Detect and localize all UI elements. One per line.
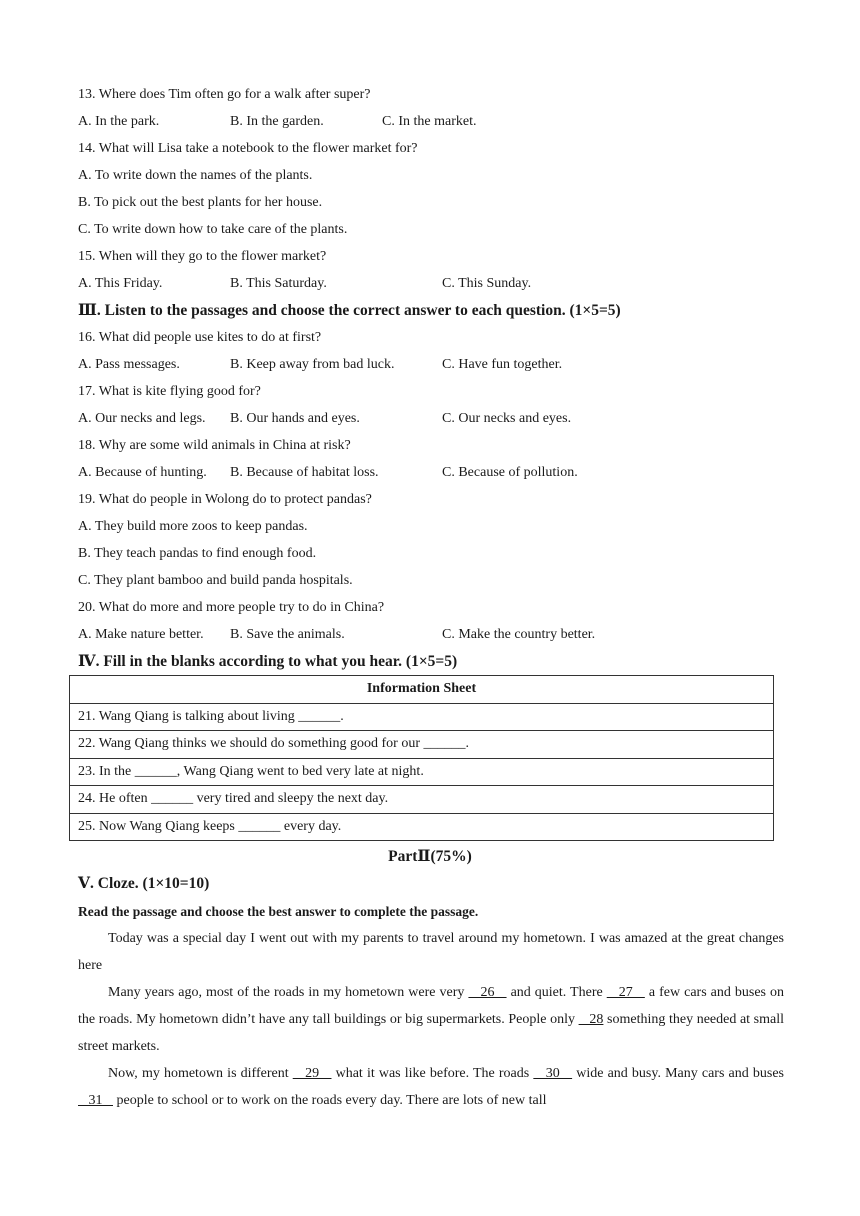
q18-option-a: A. Because of hunting. [78,465,207,480]
q18-option-c: C. Because of pollution. [442,465,578,480]
passage-text: people to school or to work on the roads every day. There are lots of new tall [113,1093,547,1108]
q16-option-c: C. Have fun together. [442,357,563,372]
blank-26: 26 [468,985,507,1000]
table-row: 22. Wang Qiang thinks we should do something good for our ______. [70,731,774,759]
q14-option-b: B. To pick out the best plants for her house. [78,195,323,210]
q15-option-b: B. This Saturday. [230,276,327,291]
q20-option-b: B. Save the animals. [230,627,345,642]
question-20: 20. What do more and more people try to do in China? [78,600,385,615]
passage-paragraph-3 [78,1060,784,1114]
question-19: 19. What do people in Wolong do to protect pandas? [78,492,372,507]
question-13: 13. Where does Tim often go for a walk after super? [78,87,371,102]
q15-option-a: A. This Friday. [78,276,163,291]
section-5-heading: Ⅴ. Cloze. (1×10=10) [78,875,210,892]
q16-option-b: B. Keep away from bad luck. [230,357,395,372]
section-5-instruction: Read the passage and choose the best answer to complete the passage. [78,904,479,919]
passage-text: Many years ago, most of the roads in my hometown were very [108,985,469,1000]
q19-option-a: A. They build more zoos to keep pandas. [78,519,308,534]
passage-text: and quiet. There [506,985,607,1000]
passage-text: what it was like before. The roads [331,1066,534,1081]
question-15: 15. When will they go to the flower market? [78,249,327,264]
q16-option-a: A. Pass messages. [78,357,180,372]
passage-text: a few cars and buses on the roads. My hometown didn’t have any tall buildings or big supermarkets. People only [78,985,785,1027]
passage-paragraph-2 [78,979,784,1060]
passage-text: wide and busy. Many cars and buses [572,1066,784,1081]
q18-option-b: B. Because of habitat loss. [230,465,379,480]
question-14: 14. What will Lisa take a notebook to the flower market for? [78,141,418,156]
question-18: 18. Why are some wild animals in China at risk? [78,438,351,453]
q14-option-c: C. To write down how to take care of the plants. [78,222,348,237]
blank-31: 31 [78,1093,113,1108]
q20-option-c: C. Make the country better. [442,627,596,642]
q17-option-a: A. Our necks and legs. [78,411,206,426]
information-sheet-table [69,675,774,841]
passage-text: something they needed at small street markets. [78,1012,784,1054]
information-sheet-header: Information Sheet [70,676,774,704]
table-row: 24. He often ______ very tired and sleepy the next day. [70,786,774,814]
part-2-title: PartⅡ(75%) [388,848,472,865]
blank-27: 27 [606,985,645,1000]
question-16: 16. What did people use kites to do at first? [78,330,322,345]
section-3-heading: Ⅲ. Listen to the passages and choose the correct answer to each question. (1×5=5) [78,302,621,319]
table-row: 25. Now Wang Qiang keeps ______ every day. [70,813,774,841]
passage-paragraph-1: Today was a special day I went out with my parents to travel around my hometown. I was amazed at the great changes here [78,931,784,973]
blank-28: 28 [578,1012,604,1027]
passage-text: Now, my hometown is different [108,1066,293,1081]
q13-option-a: A. In the park. [78,114,160,129]
q13-option-c: C. In the market. [382,114,477,129]
q20-option-a: A. Make nature better. [78,627,204,642]
q19-option-c: C. They plant bamboo and build panda hospitals. [78,573,353,588]
q15-option-c: C. This Sunday. [442,276,532,291]
q17-option-c: C. Our necks and eyes. [442,411,572,426]
table-row: 23. In the ______, Wang Qiang went to bed very late at night. [70,758,774,786]
section-4-heading: Ⅳ. Fill in the blanks according to what you hear. (1×5=5) [78,653,458,670]
q19-option-b: B. They teach pandas to find enough food. [78,546,317,561]
question-17: 17. What is kite flying good for? [78,384,261,399]
q14-option-a: A. To write down the names of the plants. [78,168,313,183]
q13-option-b: B. In the garden. [230,114,324,129]
q17-option-b: B. Our hands and eyes. [230,411,360,426]
table-row: 21. Wang Qiang is talking about living ______. [70,703,774,731]
blank-30: 30 [533,1066,573,1081]
blank-29: 29 [292,1066,332,1081]
